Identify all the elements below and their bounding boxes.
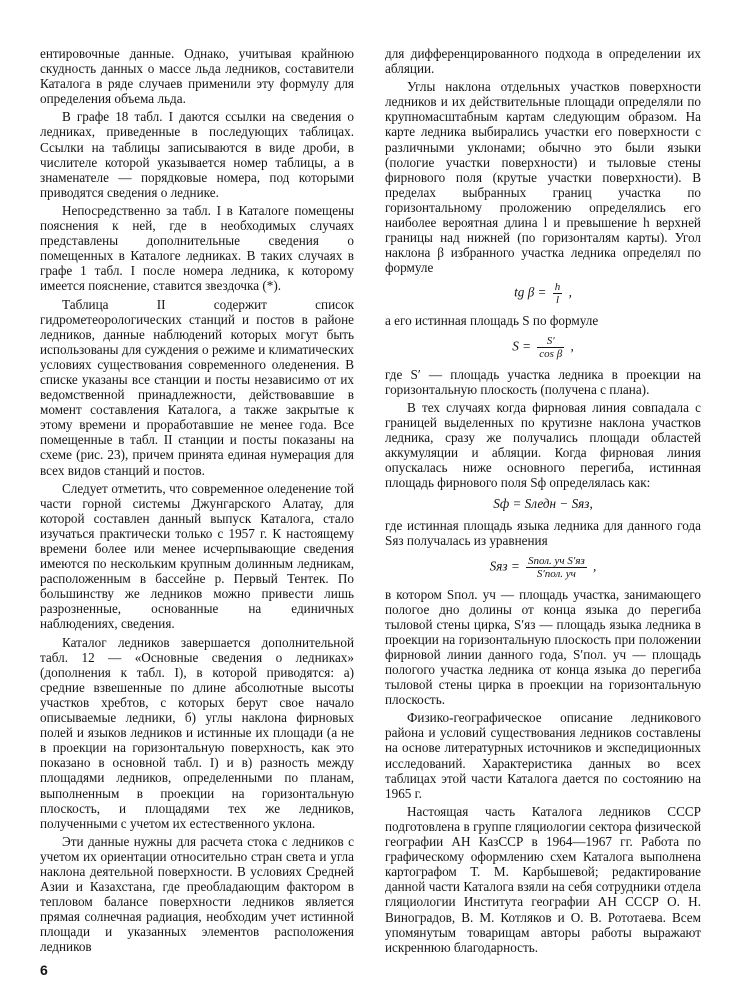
paragraph: Следует отметить, что современное оледенение той части горной системы Джунгарского Алатау, для которой составлен данный выпуск Каталога, стало изучаться практически только с 1957 г. К настоящему времени более или менее исчерпывающие сведения имеются по нескольким крупным долинным ледникам, расположенным в бассейне р. Первый Тентек. По большинству же ледников можно привести лишь разрозненные, основанные на единичных наблюдениях, сведения. <box>40 480 354 632</box>
paragraph: Физико-географическое описание ледникового района и условий существования ледников составлены на основе литературных источников и экспедиционных исследований. Характеристика данных во всех таблицах этой части Каталога дается по состоянию на 1965 г. <box>385 710 701 801</box>
formula-tail: , <box>570 338 574 354</box>
formula-firn-area: Sф = Sледн − Sяз, <box>493 496 593 512</box>
fraction <box>537 335 564 360</box>
paragraph: В графе 18 табл. I даются ссылки на сведения о ледниках, приведенные в последующих таблицах. Ссылки на таблицы записываются в виде дроби, в числителе которой указывается номер таблицы, а в знаменателе — порядковые номера, под которыми приводятся сведения о леднике. <box>40 109 354 200</box>
paragraph: Каталог ледников завершается дополнительной табл. 12 — «Основные сведения о ледниках» (дополнения к табл. I), в которой приводятся: а) средние взвешенные по длине абсолютные высоты участков хребтов, с которых берут свое начало описываемые ледники, б) углы наклона фирновых полей и языков ледников и истинные их площади (а не в проекции на горизонтальную поверхность, как это показано в основной табл. I) и в) разность между площадями ледников, определенными по планам, выполненным в проекции на горизонтальную плоскость, и площадями тех же ледников, полученными с учетом их естественного уклона. <box>40 634 354 831</box>
paragraph: для дифференцированного подхода в определении их абляции. <box>385 46 701 77</box>
right-column <box>385 46 701 958</box>
formula-lhs: Sяз = <box>489 558 520 574</box>
fraction-denominator: l <box>555 294 560 307</box>
formula-lhs: S = <box>512 338 531 354</box>
paragraph: Настоящая часть Каталога ледников СССР подготовлена в группе гляциологии сектора физической географии АН КазССР в 1964—1967 гг. Работа по графическому оформлению схем Каталога выполнена картографом Т. М. Карбышевой; редактирование данной части Каталога взяли на себя сотрудники отдела гляциологии Института географии АН СССР О. Н. Виноградов, В. М. Котляков и О. В. Рототаева. Всем упомянутым товарищам авторы работы выражают искреннюю благодарность. <box>385 803 701 955</box>
paragraph: Непосредственно за табл. I в Каталоге помещены пояснения к ней, где в необходимых случаях представлены дополнительные сведения о помещенных в Каталоге ледниках. В таких случаях в графе 1 табл. I после номера ледника, к которому имеется пояснение, ставится звездочка (*). <box>40 202 354 294</box>
formula-lhs: tg β = <box>514 284 547 300</box>
formula-tail: , <box>593 558 597 574</box>
fraction-numerator: S′ <box>537 335 564 348</box>
paragraph: Углы наклона отдельных участков поверхности ледников и их действительные площади определяли по крупномасштабным картам следующим образом. На карте ледника выбирались участки его поверхности с различными уклонами; обычно это были языки (пологие участки поверхности) и тыловые стены фирнового поля (крутые участки поверхности). В пределах выбранных границ участка по горизонтальному проложению определялись его наиболее вероятная длина l и превышение h верхней границы над нижней (по горизонталям карты). Угол наклона β избранного участка ледника определял по формуле <box>385 79 701 276</box>
fraction-numerator: h <box>554 281 561 294</box>
paragraph: Эти данные нужны для расчета стока с ледников с учетом их ориентации относительно стран света и угла наклона деятельной поверхности. В условиях Средней Азии и Казахстана, где преобладающим фактором в тепловом балансе поверхности ледников является прямая солнечная радиация, необходим учет истинной площади и указанных элементов расположения ледников <box>40 833 354 955</box>
paragraph: а его истинная площадь S по формуле <box>385 313 599 329</box>
fraction <box>526 555 587 580</box>
paragraph: ентировочные данные. Однако, учитывая крайнюю скудность данных о массе льда ледников, составители Каталога в ряде случаев применили эту формулу для определения объема льда. <box>40 46 354 107</box>
formula-tail: , <box>568 284 572 300</box>
fraction-denominator: S′пол. уч <box>536 567 576 580</box>
paragraph: где S′ — площадь участка ледника в проекции на горизонтальную плоскость (получена с плана). <box>385 366 701 397</box>
paragraph: Таблица II содержит список гидрометеорологических станций и постов в районе ледников, данные наблюдений которых могут быть использованы для суждения о режиме и климатических условиях существования современного оледенения. В списке указаны все станции и посты независимо от их ведомственной принадлежности, действовавшие в момент составления Каталога, а также закрытые к этому времени и проработавшие не менее года. Все помещенные в табл. II станции и посты показаны на схеме (рис. 23), причем принята единая нумерация для всех видов станций и постов. <box>40 296 354 478</box>
formula-true-area <box>385 335 701 360</box>
paragraph: где истинная площадь языка ледника для данного года Sяз получалась из уравнения <box>385 518 701 549</box>
paragraph: в котором Sпол. уч — площадь участка, занимающего пологое дно долины от конца языка до перегиба тыловой стены цирка, S′яз — площадь языка ледника в проекции на горизонтальную плоскость при положении фирновой линии данного года, S′пол. уч — площадь пологого участка ледника от конца языка до перегиба тыловой стены цирка в проекции на горизонтальную плоскость. <box>385 586 701 708</box>
formula-tongue-area <box>385 555 701 580</box>
fraction-denominator: cos β <box>539 347 563 360</box>
fraction-numerator: Sпол. уч S′яз <box>528 554 585 567</box>
fraction <box>553 281 563 306</box>
formula-slope-angle <box>385 281 701 306</box>
left-column <box>40 46 354 958</box>
paragraph: В тех случаях когда фирновая линия совпадала с границей выделенных по крутизне наклона участков ледника, сразу же получались площади областей аккумуляции и абляции. Когда фирновая линия опускалась ниже основного перегиба, истинная площадь фирнового поля Sф определялась как: <box>385 399 701 491</box>
page-number: 6 <box>40 962 48 978</box>
